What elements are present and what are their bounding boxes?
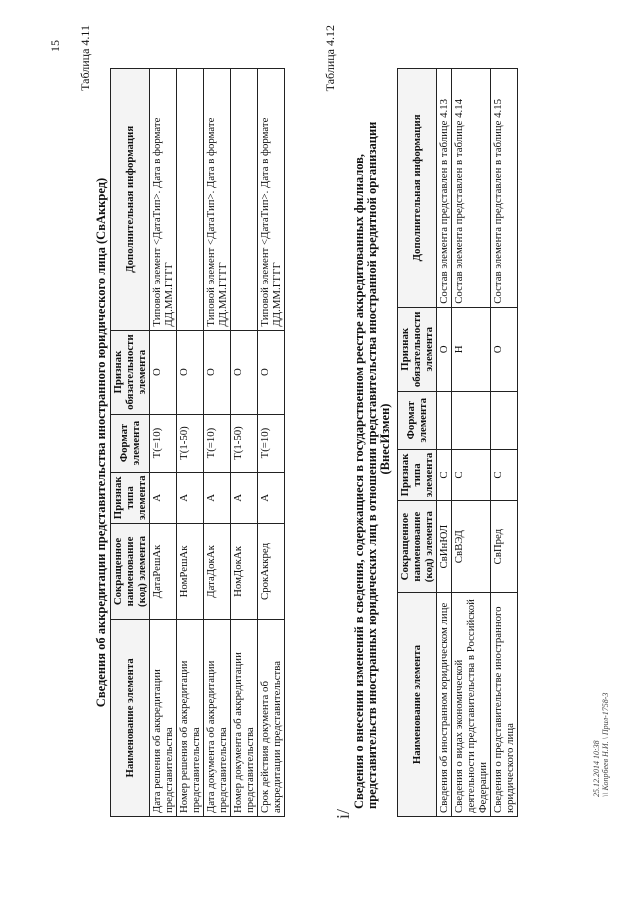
table-cell: А [231, 472, 258, 524]
table-cell: О [150, 330, 177, 414]
table-cell: Состав элемента представлен в таблице 4.13 [437, 69, 452, 308]
header-cell: Дополнительная информация [111, 69, 150, 331]
table2-title-line: Сведения о внесении изменений в сведения, содержащиеся в государственном реестре аккредитованных филиалов, [352, 153, 366, 809]
table-cell: Дата решения об аккредитации представительства [150, 619, 177, 816]
table-row [177, 69, 204, 817]
table-cell: T(1-50) [231, 414, 258, 472]
table-cell: Срок действия документа об аккредитации представительства [258, 619, 285, 816]
table-cell: СвПред [491, 501, 518, 593]
table-row [437, 69, 452, 817]
table-cell: НомДокАк [231, 524, 258, 620]
table-cell: А [177, 472, 204, 524]
table-cell: Номер документа об аккредитации представительства [231, 619, 258, 816]
changes-table [397, 68, 518, 817]
table-cell: Н [452, 307, 491, 391]
table-cell: СрокАккред [258, 524, 285, 620]
table-cell: А [204, 472, 231, 524]
header-cell: Наименование элемента [111, 619, 150, 816]
header-cell: Признак типа элемента [398, 449, 437, 501]
table2-title [353, 69, 392, 809]
table-cell: О [491, 307, 518, 391]
table-cell: Типовой элемент <ДатаТип>. Дата в формате ДД.ММ.ГГГГ [204, 69, 231, 331]
table-cell: T(=10) [150, 414, 177, 472]
table-row [150, 69, 177, 817]
header-cell: Признак обязательности элемента [111, 330, 150, 414]
table-cell: А [150, 472, 177, 524]
table-cell: О [177, 330, 204, 414]
table-cell: T(1-50) [177, 414, 204, 472]
table-cell: Состав элемента представлен в таблице 4.14 [452, 69, 491, 308]
table-cell: О [437, 307, 452, 391]
header-cell: Сокращенное наименование (код) элемента [111, 524, 150, 620]
table-header-row [111, 69, 150, 817]
header-cell: Сокращенное наименование (код) элемента [398, 501, 437, 593]
table1-title: Сведения об аккредитации представительства иностранного юридического лица (СвАккред) [94, 177, 108, 708]
table-cell: T(=10) [204, 414, 231, 472]
table-cell: Состав элемента представлен в таблице 4.15 [491, 69, 518, 308]
table-row [452, 69, 491, 817]
table-cell [437, 391, 452, 449]
table-cell: Типовой элемент <ДатаТип>. Дата в формате ДД.ММ.ГГГГ [258, 69, 285, 331]
header-cell: Признак типа элемента [111, 472, 150, 524]
table-cell [491, 391, 518, 449]
table-row [258, 69, 285, 817]
table-row [491, 69, 518, 817]
table2-label: Таблица 4.12 [323, 25, 337, 92]
table-cell: Типовой элемент <ДатаТип>. Дата в формате ДД.ММ.ГГГГ [150, 69, 177, 331]
table-cell: ДатаРешАк [150, 524, 177, 620]
accreditation-table [110, 68, 285, 817]
table2-title-code: (ВнесИзмен) [378, 403, 392, 475]
table-header-row [398, 69, 437, 817]
table-cell: С [491, 449, 518, 501]
table-cell: Сведения о видах экономической деятельности представительства в Российской Федерации [452, 593, 491, 817]
print-stamp [592, 693, 610, 797]
header-cell: Наименование элемента [398, 593, 437, 817]
header-cell: Формат элемента [111, 414, 150, 472]
table-cell: Дата документа об аккредитации представительства [204, 619, 231, 816]
table-cell: Сведения о представительстве иностранного юридического лица [491, 593, 518, 817]
table-cell [177, 69, 204, 331]
table-cell: НомРешАк [177, 524, 204, 620]
table-cell: О [204, 330, 231, 414]
header-cell: Дополнительная информация [398, 69, 437, 308]
table-cell: Сведения об иностранном юридическом лице [437, 593, 452, 817]
table-cell [452, 391, 491, 449]
table-cell: О [231, 330, 258, 414]
table2-title-line: представительств иностранных юридических лиц в отношении представительства иностранной кредитной организации [365, 121, 379, 809]
handwritten-mark: i/ [333, 808, 353, 819]
page-number: 15 [48, 40, 62, 52]
stamp-line: 25.12.2014 10:38 [592, 740, 601, 797]
table-cell: С [437, 449, 452, 501]
table-row [231, 69, 258, 817]
table-cell: СвИнЮЛ [437, 501, 452, 593]
table-cell: СвВЭД [452, 501, 491, 593]
table-cell: О [258, 330, 285, 414]
header-cell: Формат элемента [398, 391, 437, 449]
stamp-line: \\ Копрбеев Н.И. \ Прил-1758-3 [601, 692, 610, 797]
table1-label: Таблица 4.11 [78, 25, 92, 91]
header-cell: Признак обязательности элемента [398, 307, 437, 391]
table-cell: А [258, 472, 285, 524]
table-cell: T(=10) [258, 414, 285, 472]
table-cell: ДатаДокАк [204, 524, 231, 620]
table-cell: Номер решения об аккредитации представительства [177, 619, 204, 816]
table-row [204, 69, 231, 817]
table-cell: С [452, 449, 491, 501]
table-cell [231, 69, 258, 331]
